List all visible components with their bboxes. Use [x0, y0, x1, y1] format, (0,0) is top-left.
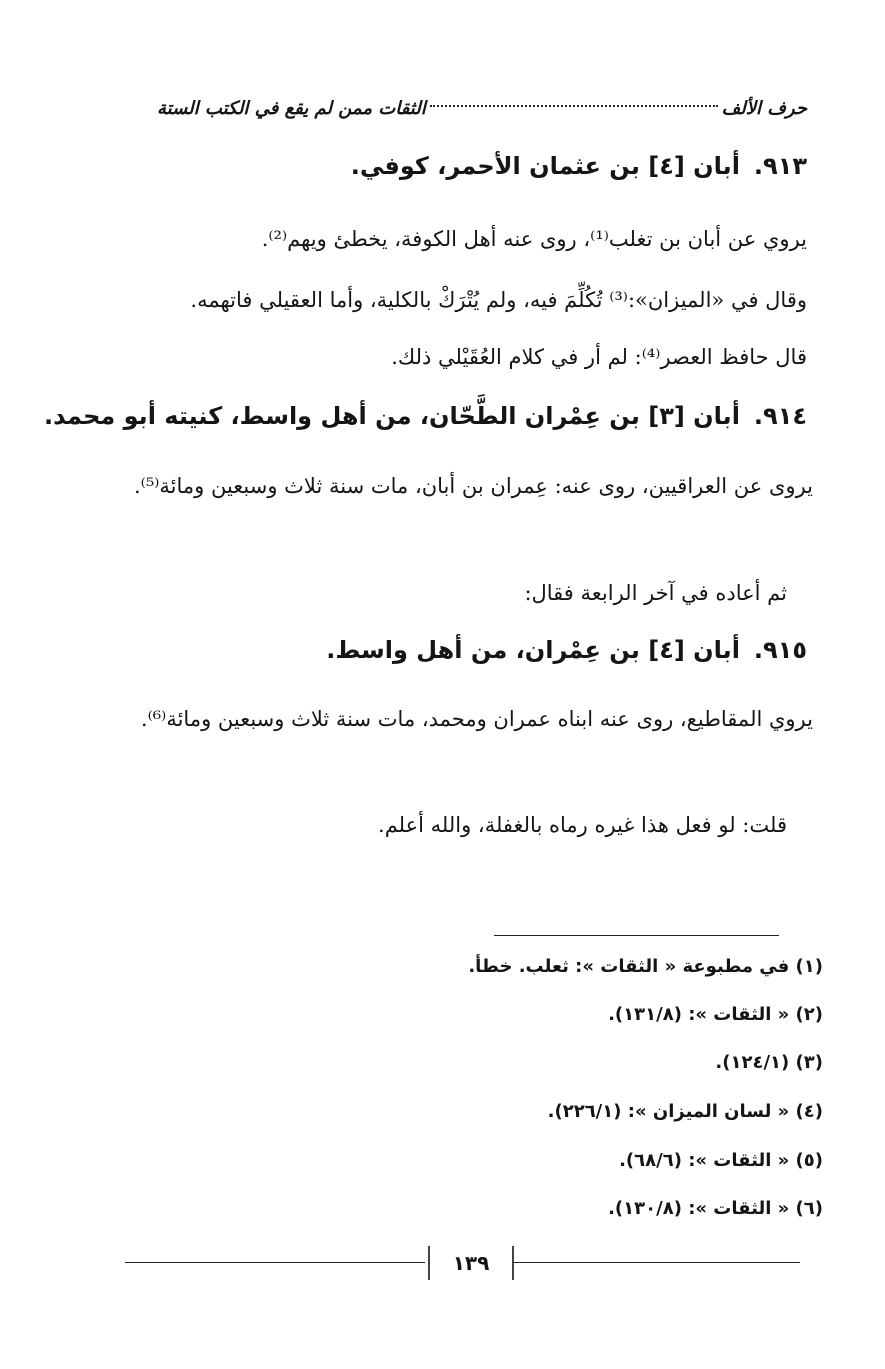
footnote: (٦) « الثقات »: (١٣٠/٨). — [608, 1198, 823, 1219]
footnote: (١) في مطبوعة « الثقات »: ثعلب. خطأ. — [468, 956, 823, 977]
entry-text-line: قلت: لو فعل هذا غيره رماه بالغفلة، والله أعلم. — [378, 813, 787, 837]
entry-heading — [127, 152, 807, 180]
entry-number: ٩١٥. — [753, 636, 807, 664]
section-title: حرف الألف — [721, 97, 807, 119]
footnote-separator — [494, 935, 779, 936]
entry-text-line: يروى عن العراقيين، روى عنه: عِمران بن أبان، مات سنة ثلاث وسبعين ومائة⁽⁵⁾. — [133, 474, 813, 498]
footnote: (٣) (١٢٤/١). — [715, 1052, 823, 1073]
entry-text-line: يروي المقاطيع، روى عنه ابناه عمران ومحمد، مات سنة ثلاث وسبعين ومائة⁽⁶⁾. — [140, 707, 813, 731]
entry-number: ٩١٤. — [753, 402, 807, 430]
bottom-rule-left — [125, 1262, 425, 1263]
entry-title: أبان [٤] بن عِمْران، من أهل واسط. — [326, 636, 740, 664]
entry-text-line: ثم أعاده في آخر الرابعة فقال: — [524, 581, 787, 605]
header-dot-leader — [430, 104, 718, 107]
footnote: (٤) « لسان الميزان »: (٢٢٦/١). — [547, 1101, 823, 1122]
page-number: ١٣٩ — [428, 1246, 514, 1280]
footnote: (٥) « الثقات »: (٦٨/٦). — [619, 1150, 823, 1171]
entry-title: أبان [٣] بن عِمْران الطَّحّان، من أهل واسط، كنيته أبو محمد. — [44, 402, 740, 430]
book-title: الثقات ممن لم يقع في الكتب الستة — [157, 97, 426, 119]
running-header — [157, 93, 807, 123]
footnote: (٢) « الثقات »: (١٣١/٨). — [608, 1004, 823, 1025]
entry-text-line: وقال في «الميزان»:⁽³⁾ تُكُلِّمَ فيه، ولم يُتْرَكْ بالكلية، وأما العقيلي فاتهمه. — [190, 288, 807, 312]
entry-title: أبان [٤] بن عثمان الأحمر، كوفي. — [350, 152, 740, 180]
entry-text-line: قال حافظ العصر⁽⁴⁾: لم أر في كلام العُقَيْلي ذلك. — [391, 345, 807, 369]
bottom-rule-right — [513, 1262, 800, 1263]
entry-number: ٩١٣. — [753, 152, 807, 180]
entry-heading — [44, 402, 807, 430]
entry-heading — [127, 636, 807, 664]
entry-text-line: يروي عن أبان بن تغلب⁽¹⁾، روى عنه أهل الكوفة، يخطئ ويهم⁽²⁾. — [261, 227, 807, 251]
